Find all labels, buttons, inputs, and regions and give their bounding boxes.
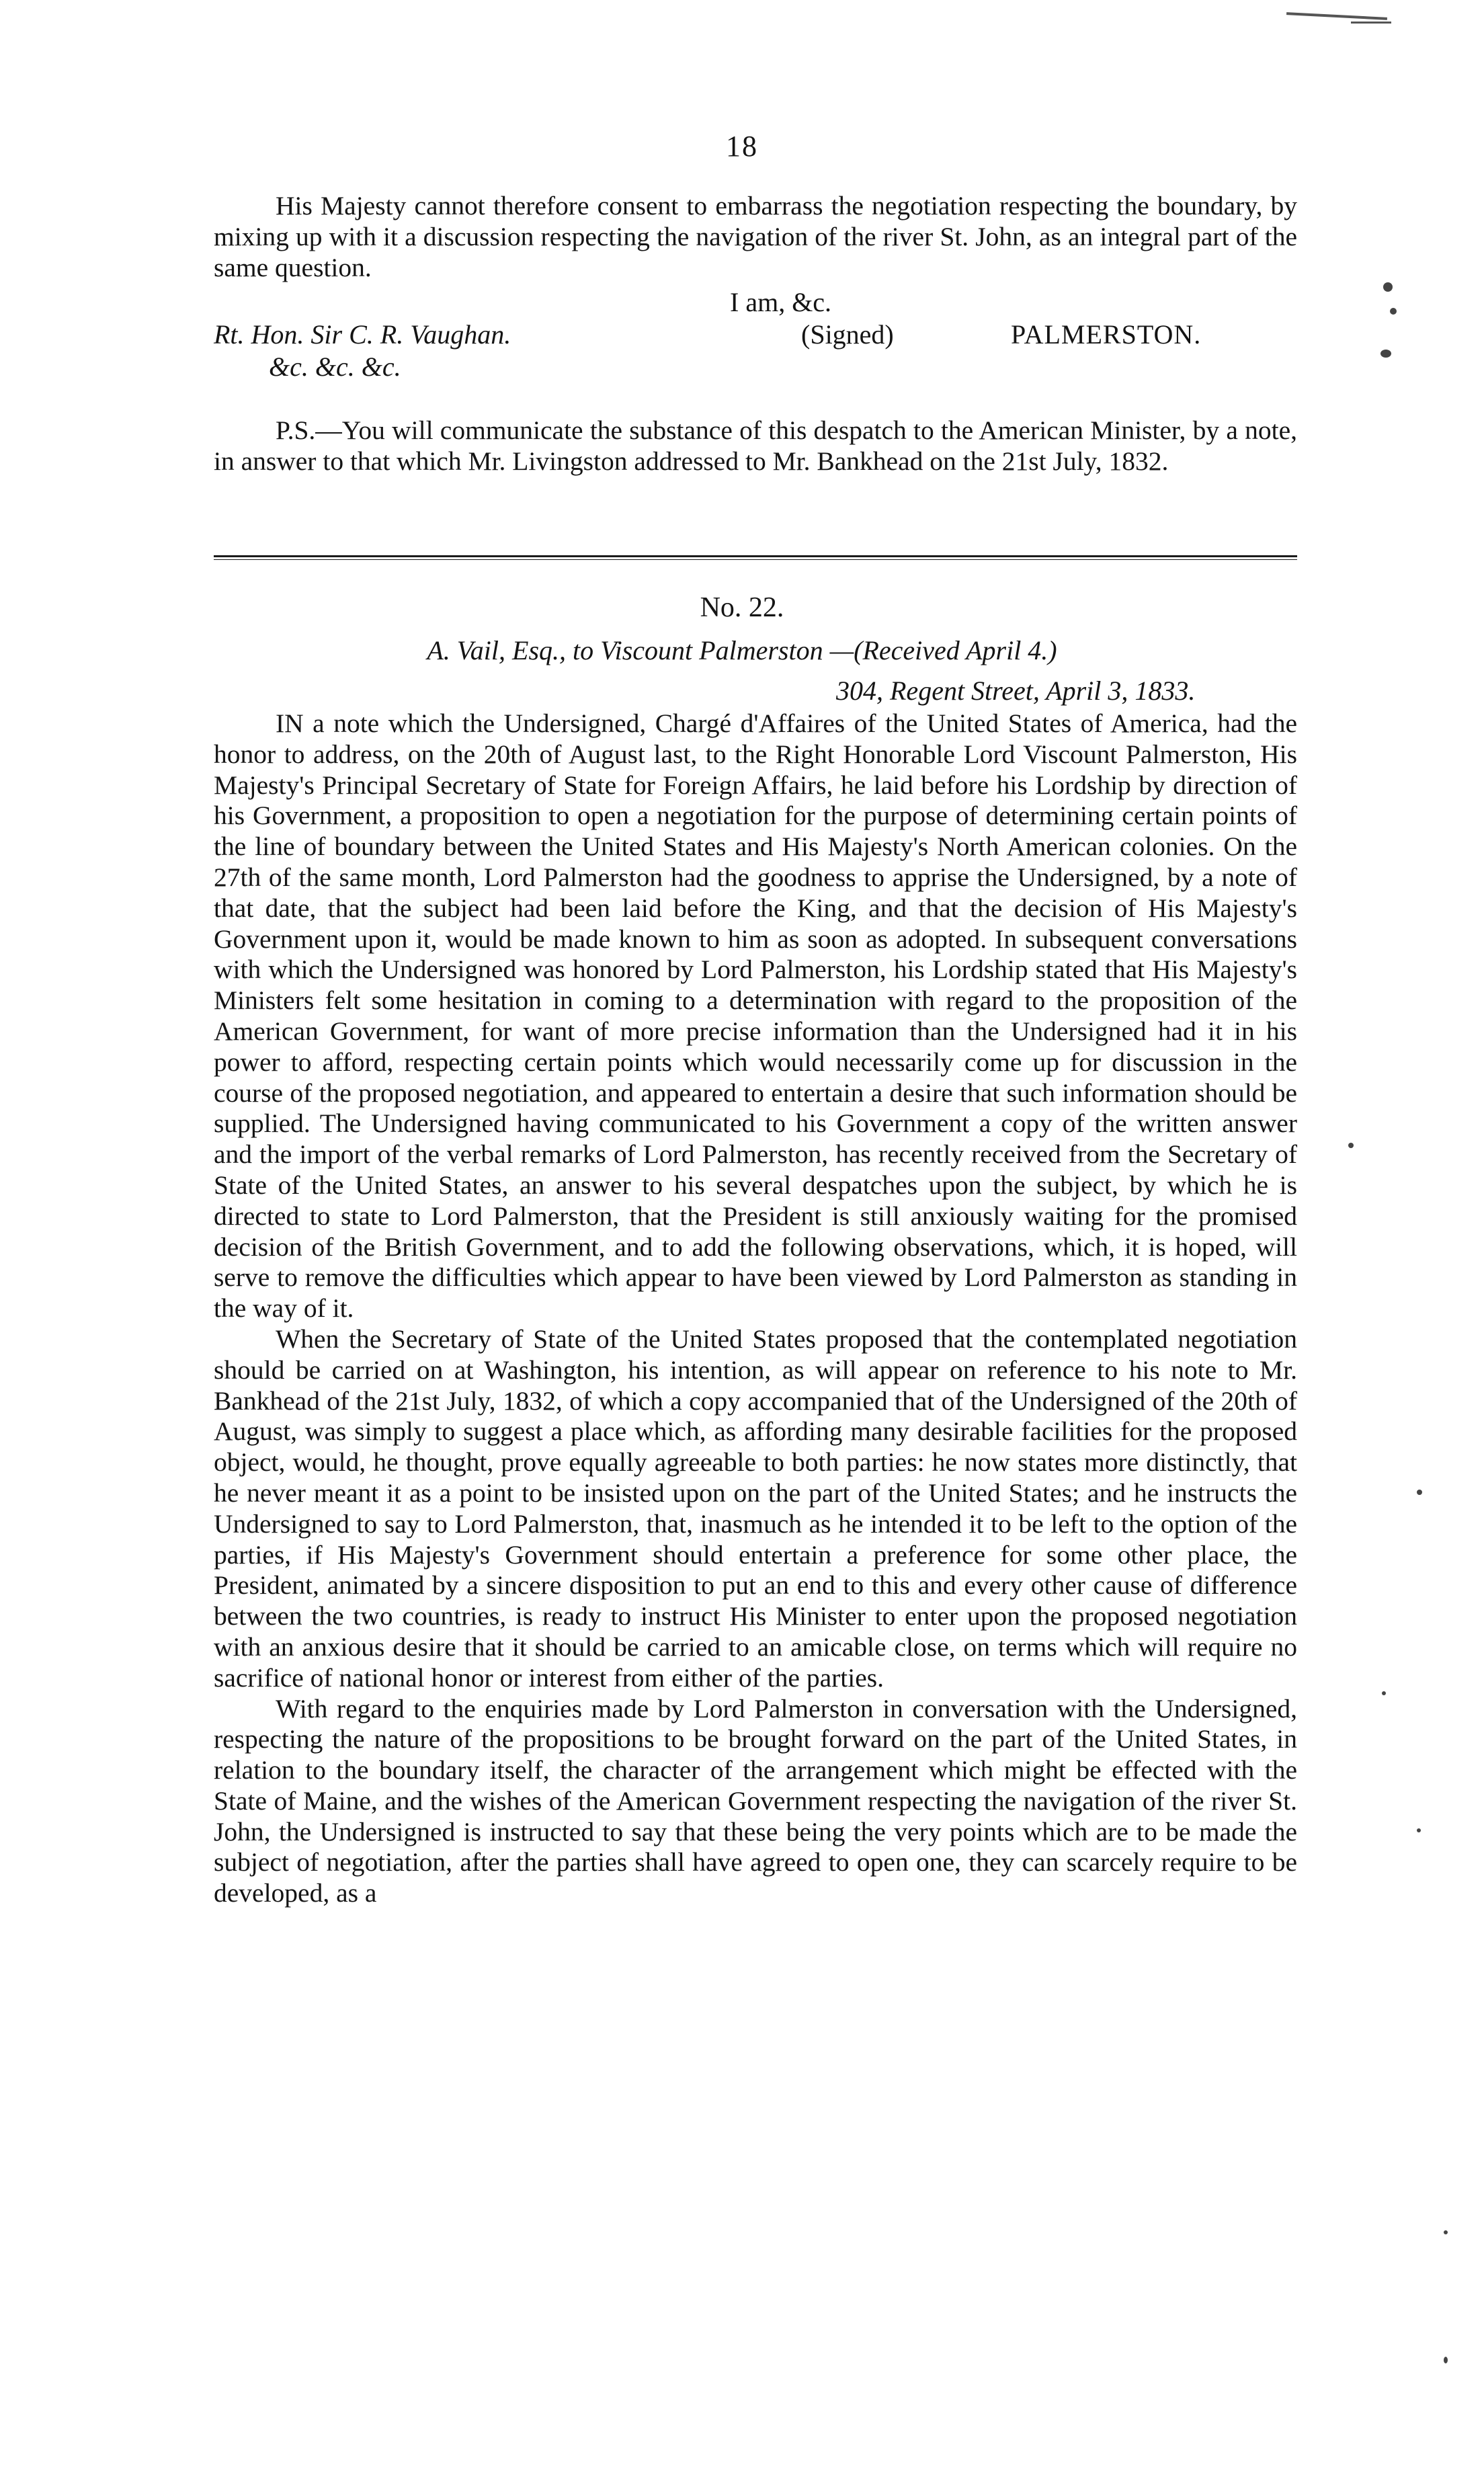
scan-speck (1382, 1691, 1386, 1695)
body-paragraph-3: With regard to the enquiries made by Lord Palmerston in conversation with the Undersigned, respecting the nature of the propositions to be brought forward on the part of the United States, in relation to the boundary itself, the character of the arrangement which might be effected with the State of Maine, and the wishes of the American Government respecting the navigation of the river St. John, the Undersigned is instructed to say that these being the very points which are to be made the subject of negotiation, after the parties shall have agreed to open one, they can scarcely require to be developed, as a (214, 1693, 1297, 1908)
scan-speck (1444, 2357, 1448, 2363)
scan-speck (1417, 1490, 1422, 1495)
scan-speck (1348, 1143, 1354, 1148)
scan-mark (1286, 12, 1387, 20)
document-dateline: 304, Regent Street, April 3, 1833. (836, 676, 1196, 706)
letter-body (214, 708, 1297, 1909)
body-paragraph-1: IN a note which the Undersigned, Chargé d'Affaires of the United States of America, had the honor to address, on the 20th of August last, to the Right Honorable Lord Viscount Palmerston, His Majesty's Principal Secretary of State for Foreign Affairs, he laid before his Lordship by direction of his Government, a proposition to open a negotiation for the purpose of determining certain points of the line of boundary between the United States and His Majesty's North American colonies. On the 27th of the same month, Lord Palmerston had the goodness to apprise the Undersigned, by a note of that date, that the subject had been laid before the King, and that the decision of His Majesty's Government upon it, would be made known to him as soon as adopted. In subsequent conversations with which the Undersigned was honored by Lord Palmerston, his Lordship stated that His Majesty's Ministers felt some hesitation in coming to a determination with regard to the proposition of the American Government, for want of more precise information than the Undersigned had it in his power to afford, respecting certain points which would necessarily come up for discussion in the course of the proposed negotiation, and appeared to entertain a desire that such information should be supplied. The Undersigned having communicated to his Government a copy of the written answer and the import of the verbal remarks of Lord Palmerston, has recently received from the Secretary of State of the United States, an answer to his several despatches upon the subject, by which he is directed to state to Lord Palmerston, that the President is still anxiously waiting for the promised decision of the British Government, and to add the following observations, which, it is hoped, will serve to remove the difficulties which appear to have been viewed by Lord Palmerston as standing in the way of it. (214, 708, 1297, 1324)
closing-etc: &c. &c. &c. (269, 352, 401, 382)
postscript-block (214, 415, 1297, 477)
body-paragraph-2: When the Secretary of State of the United States proposed that the contemplated negotiation should be carried on at Washington, his intention, as will appear on reference to his note to Mr. Bankhead of the 21st July, 1832, of which a copy accompanied that of the Undersigned of the 20th of August, was simply to suggest a place which, as affording many desirable facilities for the proposed object, would, he thought, prove equally agreeable to both parties: he now states more distinctly, that he never meant it as a point to be insisted upon on the part of the United States; and he instructs the Undersigned to say to Lord Palmerston, that, inasmuch as he intended it to be left to the option of the parties, if His Majesty's Government should entertain a preference for some other place, the President, animated by a sincere disposition to put an end to this and every other cause of difference between the two countries, is ready to instruct His Minister to enter upon the proposed negotiation with an anxious desire that it should be carried to an amicable close, on terms which will require no sacrifice of national honor or interest from either of the parties. (214, 1324, 1297, 1693)
page-number: 18 (726, 130, 758, 163)
scan-speck (1380, 350, 1391, 358)
document-number: No. 22. (700, 592, 784, 623)
document-heading: A. Vail, Esq., to Viscount Palmerston —(Received April 4.) (427, 635, 1057, 665)
closing-signatory: PALMERSTON. (1011, 319, 1202, 350)
top-paragraph-block (214, 191, 1297, 283)
top-paragraph: His Majesty cannot therefore consent to embarrass the negotiation respecting the boundary, by mixing up with it a discussion respecting the navigation of the river St. John, as an integral part of the same question. (214, 191, 1297, 282)
scan-speck (1390, 308, 1397, 315)
closing-addressee: Rt. Hon. Sir C. R. Vaughan. (214, 319, 511, 350)
scan-speck (1383, 282, 1393, 292)
section-divider (214, 555, 1297, 560)
closing-salutation: I am, &c. (730, 287, 832, 317)
scan-speck (1417, 1828, 1421, 1832)
scan-speck (1444, 2230, 1448, 2234)
postscript: P.S.—You will communicate the substance of this despatch to the American Minister, by a note, in answer to that which Mr. Livingston addressed to Mr. Bankhead on the 21st July, 1832. (214, 415, 1297, 476)
scan-mark (1351, 22, 1391, 24)
closing-signed-label: (Signed) (801, 319, 894, 350)
